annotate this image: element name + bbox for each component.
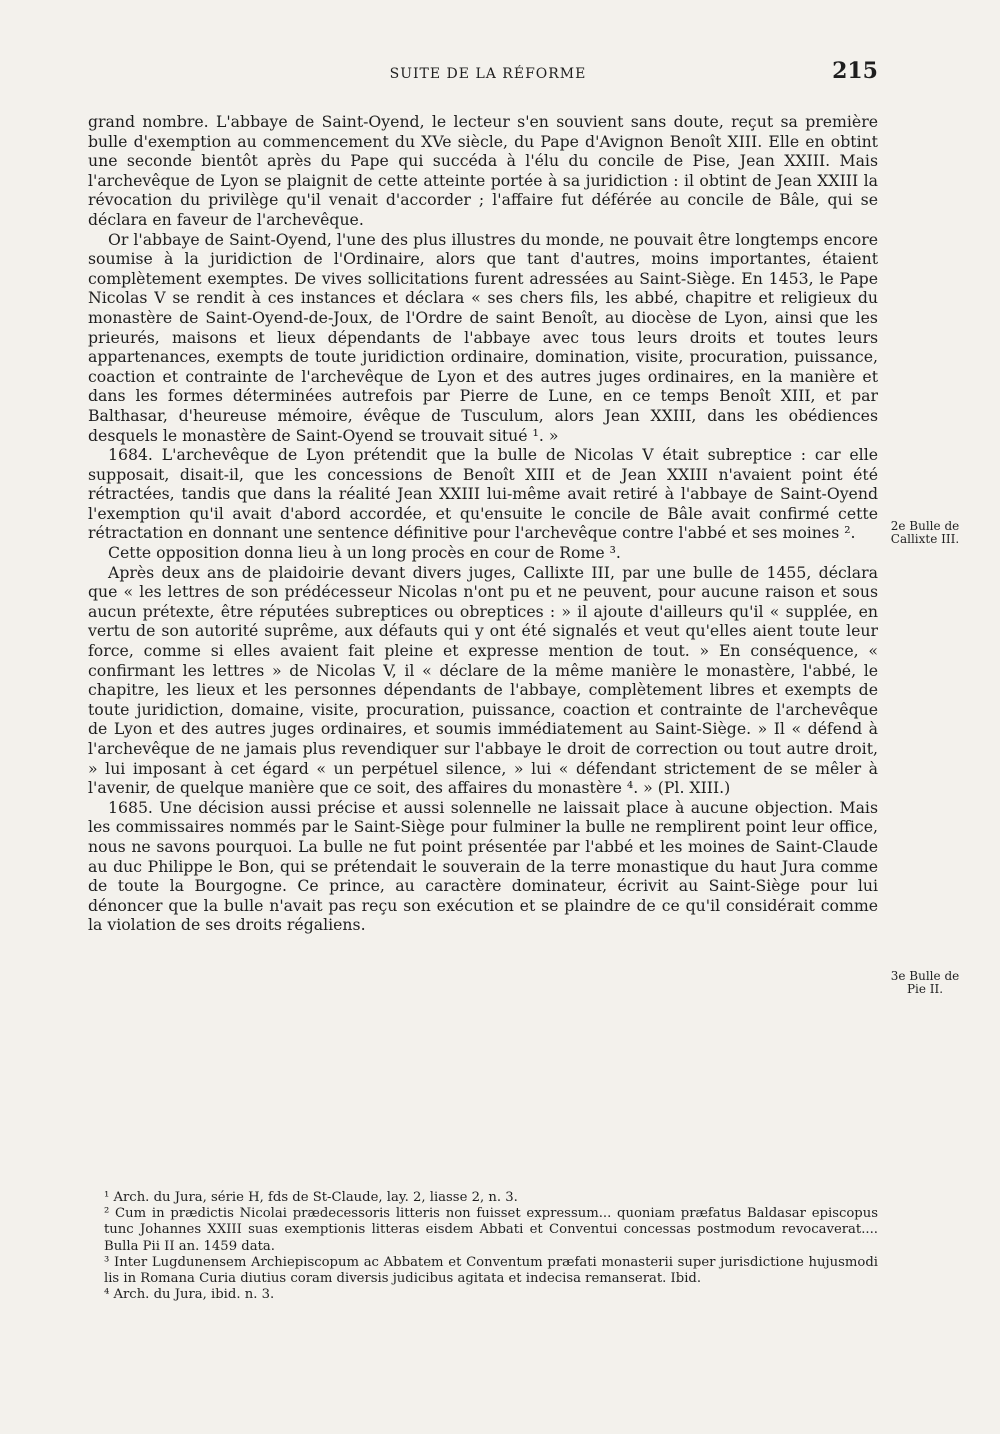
paragraph: Or l'abbaye de Saint-Oyend, l'une des plus illustres du monde, ne pouvait être longtemps encore soumise à la juridiction de l'Ordinaire, alors que tant d'autres, moins importantes, étaient complètement exemptes. De vives sollicitations furent adressées au Saint-Siège. En 1453, le Pape Nicolas V se rendit à ces instances et déclara « ses chers fils, les abbé, chapitre et religieux du monastère de Saint-Oyend-de-Joux, de l'Ordre de saint Benoît, au diocèse de Lyon, ainsi que les prieurés, maisons et lieux dépendants de l'abbaye avec tous leurs droits et toutes leurs appartenances, exempts de toute juridiction ordinaire, domination, visite, procuration, puissance, coaction et contrainte de l'archevêque de Lyon et des autres juges ordinaires, en la manière et dans les formes déterminées autrefois par Pierre de Lune, en ce temps Benoît XIII, et par Balthasar, d'heureuse mémoire, évêque de Tusculum, alors Jean XXIII, dans les obédiences desquels le monastère de Saint-Oyend se trouvait situé ¹. » — [88, 229, 878, 445]
page-header — [88, 58, 888, 98]
page-number: 215 — [832, 58, 878, 84]
footnote: ¹ Arch. du Jura, série H, fds de St-Claude, lay. 2, liasse 2, n. 3. — [104, 1190, 518, 1205]
paragraph: Cette opposition donna lieu à un long procès en cour de Rome ³. — [108, 543, 621, 563]
paragraph: 1685. Une décision aussi précise et aussi solennelle ne laissait place à aucune objection. Mais les commissaires nommés par le Saint-Siège pour fulminer la bulle ne remplirent point leur office, nous ne savons pourquoi. La bulle ne fut point présentée par l'abbé et les moines de Saint-Claude au duc Philippe le Bon, qui se prétendait le souverain de la terre monastique du haut Jura comme de toute la Bourgogne. Ce prince, au caractère dominateur, écrivit au Saint-Siège pour lui dénoncer que la bulle n'avait pas reçu son exécution et se plaindre de ce qu'il considérait comme la violation de ses droits régaliens. — [88, 797, 878, 935]
footnote: ² Cum in prædictis Nicolai prædecessoris litteris non fuisset expressum... quoniam præfatus Baldasar episcopus tunc Johannes XXIII suas exemptionis litteras eisdem Abbati et Conventui concessas postmodum revocaverat.... Bulla Pii II an. 1459 data. — [104, 1206, 878, 1254]
sidenote: 2e Bulle de Callixte III. — [890, 519, 960, 546]
footnotes — [104, 1190, 878, 1303]
footnote: ³ Inter Lugdunensem Archiepiscopum ac Abbatem et Conventum præfati monasterii super jurisdictione hujusmodi lis in Romana Curia diutius coram diversis judicibus agitata et indecisa remanserat. Ibid. — [104, 1254, 878, 1287]
paragraph: grand nombre. L'abbaye de Saint-Oyend, le lecteur s'en souvient sans doute, reçut sa première bulle d'exemption au commencement du XVe siècle, du Pape d'Avignon Benoît XIII. Elle en obtint une seconde bientôt après du Pape qui succéda à l'élu du concile de Pise, Jean XXIII. Mais l'archevêque de Lyon se plaignit de cette atteinte portée à sa juridiction : il obtint de Jean XXIII la révocation du privilège qu'il venait d'accorder ; l'affaire fut déférée au concile de Bâle, qui se déclara en faveur de l'archevêque. — [88, 112, 878, 229]
main-text — [88, 112, 878, 935]
sidenote: 3e Bulle de Pie II. — [890, 969, 960, 996]
running-head: SUITE DE LA RÉFORME — [389, 66, 587, 82]
paragraph: Après deux ans de plaidoirie devant divers juges, Callixte III, par une bulle de 1455, déclara que « les lettres de son prédécesseur Nicolas n'ont pu et ne peuvent, pour aucune raison et sous aucun prétexte, être réputées subreptices ou obreptices : » il ajoute d'ailleurs qu'il « supplée, en vertu de son autorité suprême, aux défauts qui y ont été signalés et veut qu'elles aient toute leur force, comme si elles avaient fait pleine et expresse mention de tout. » En conséquence, « confirmant les lettres » de Nicolas V, il « déclare de la même manière le monastère, l'abbé, le chapitre, les lieux et les personnes dépendants de l'abbaye, complètement libres et exempts de toute juridiction, domaine, visite, procuration, puissance, coaction et contrainte de l'archevêque de Lyon et des autres juges ordinaires, et soumis immédiatement au Saint-Siège. » Il « défend à l'archevêque de ne jamais plus revendiquer sur l'abbaye le droit de correction ou tout autre droit, » lui imposant à cet égard « un perpétuel silence, » lui « défendant strictement de se mêler à l'avenir, de quelque manière que ce soit, des affaires du monastère ⁴. » (Pl. XIII.) — [88, 562, 878, 798]
paragraph: 1684. L'archevêque de Lyon prétendit que la bulle de Nicolas V était subreptice : car elle supposait, disait-il, que les concessions de Benoît XIII et de Jean XXIII n'avaient point été rétractées, tandis que dans la réalité Jean XXIII lui-même avait retiré à l'abbaye de Saint-Oyend l'exemption qu'il avait d'abord accordée, et qu'ensuite le concile de Bâle avait confirmé cette rétractation en donnant une sentence définitive pour l'archevêque contre l'abbé et ses moines ². — [88, 445, 878, 543]
footnote: ⁴ Arch. du Jura, ibid. n. 3. — [104, 1287, 275, 1303]
